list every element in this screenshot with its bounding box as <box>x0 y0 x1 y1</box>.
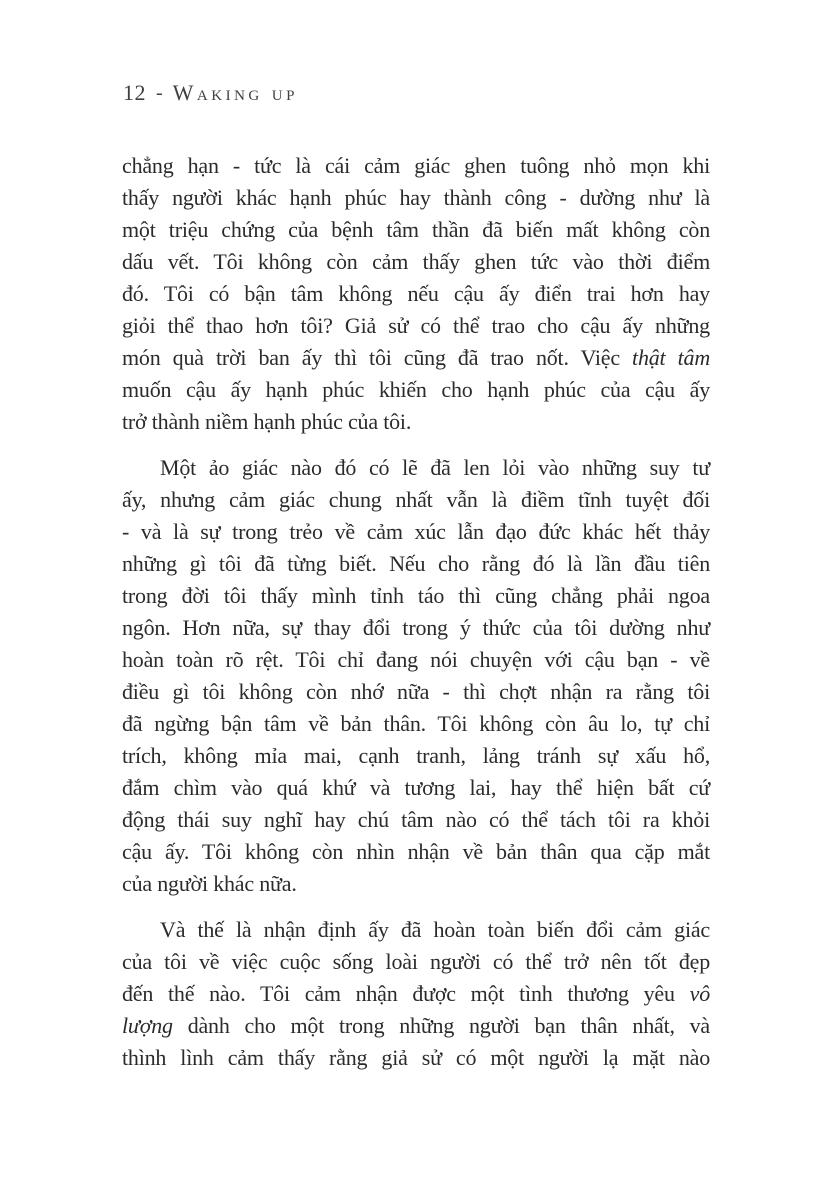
paragraph <box>122 452 710 900</box>
text-line: cậu ấy. Tôi không còn nhìn nhận về bản thân qua cặp mắt <box>122 839 710 864</box>
text-line: động thái suy nghĩ hay chú tâm nào có thể tách tôi ra khỏi <box>122 807 710 832</box>
text-line: muốn cậu ấy hạnh phúc khiến cho hạnh phúc của cậu ấy <box>122 377 710 402</box>
text-line: của tôi về việc cuộc sống loài người có thể trở nên tốt đẹp <box>122 949 710 974</box>
header-separator: - <box>156 82 163 104</box>
text-line: thình lình cảm thấy rằng giả sử có một người lạ mặt nào <box>122 1045 710 1070</box>
text-line: ngôn. Hơn nữa, sự thay đổi trong ý thức của tôi dường như <box>122 615 710 640</box>
text-line: trở thành niềm hạnh phúc của tôi. <box>122 409 412 434</box>
paragraph <box>122 150 710 438</box>
text-line: đó. Tôi có bận tâm không nếu cậu ấy điển trai hơn hay <box>122 281 710 306</box>
text-line: một triệu chứng của bệnh tâm thần đã biến mất không còn <box>122 217 710 242</box>
text-line: của người khác nữa. <box>122 871 297 896</box>
text-line: trong đời tôi thấy mình tỉnh táo thì cũng chẳng phải ngoa <box>122 583 710 608</box>
book-title: Waking up <box>172 80 298 105</box>
text-line: đắm chìm vào quá khứ và tương lai, hay thể hiện bất cứ <box>122 775 710 800</box>
text-line: - và là sự trong trẻo về cảm xúc lẫn đạo đức khác hết thảy <box>122 519 710 544</box>
paragraph <box>122 914 710 1074</box>
text-line: ấy, nhưng cảm giác chung nhất vẫn là điềm tĩnh tuyệt đối <box>122 487 710 512</box>
text-line: đến thế nào. Tôi cảm nhận được một tình thương yêu vô <box>122 981 710 1006</box>
text-line: lượng dành cho một trong những người bạn thân nhất, và <box>122 1013 710 1038</box>
text-line: Một ảo giác nào đó có lẽ đã len lỏi vào những suy tư <box>160 455 710 480</box>
text-line: hoàn toàn rõ rệt. Tôi chỉ đang nói chuyện với cậu bạn - về <box>122 647 710 672</box>
page-body <box>122 150 710 1088</box>
text-line: dấu vết. Tôi không còn cảm thấy ghen tức vào thời điểm <box>122 249 710 274</box>
text-line: đã ngừng bận tâm về bản thân. Tôi không còn âu lo, tự chỉ <box>122 711 710 736</box>
text-line: trích, không mỉa mai, cạnh tranh, lảng tránh sự xấu hổ, <box>122 743 710 768</box>
text-line: Và thế là nhận định ấy đã hoàn toàn biến đổi cảm giác <box>160 917 710 942</box>
text-line: giỏi thể thao hơn tôi? Giả sử có thể trao cho cậu ấy những <box>122 313 710 338</box>
page-header <box>123 80 298 106</box>
text-line: thấy người khác hạnh phúc hay thành công - dường như là <box>122 185 710 210</box>
text-line: điều gì tôi không còn nhớ nữa - thì chợt nhận ra rằng tôi <box>122 679 710 704</box>
page-number: 12 <box>123 80 146 105</box>
text-line: chẳng hạn - tức là cái cảm giác ghen tuông nhỏ mọn khi <box>122 153 710 178</box>
text-line: những gì tôi đã từng biết. Nếu cho rằng đó là lần đầu tiên <box>122 551 710 576</box>
text-line: món quà trời ban ấy thì tôi cũng đã trao nốt. Việc thật tâm <box>122 345 711 370</box>
